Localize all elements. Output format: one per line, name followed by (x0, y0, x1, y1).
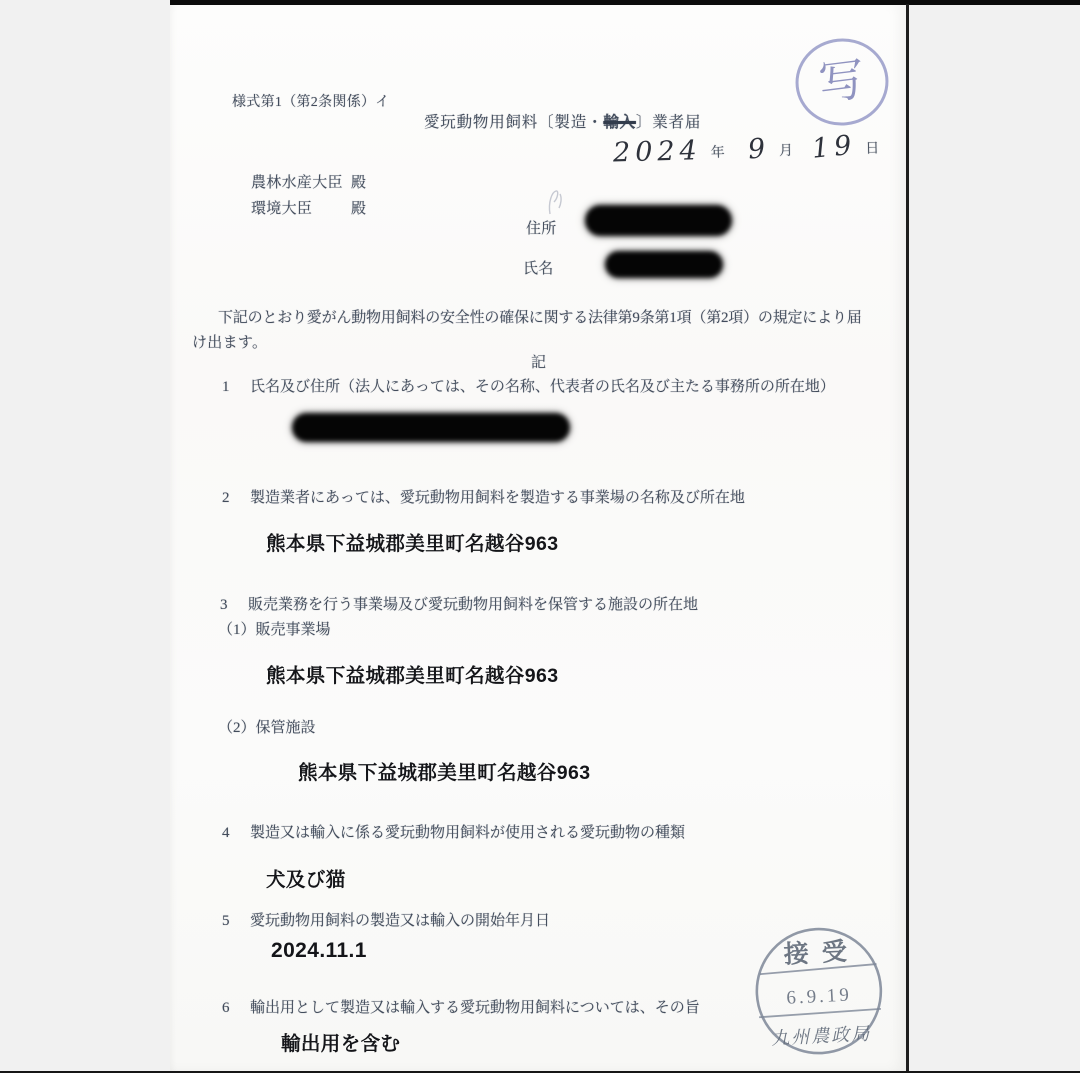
item-4-value: 犬及び猫 (266, 869, 346, 891)
item-4-text: 製造又は輸入に係る愛玩動物用飼料が使用される愛玩動物の種類 (250, 825, 686, 841)
item-3-text: 販売業務を行う事業場及び愛玩動物用飼料を保管する施設の所在地 (248, 597, 699, 613)
item-2-number: 2 (222, 490, 230, 506)
address-label: 住所 (526, 221, 557, 237)
date-day: 19 (810, 129, 858, 165)
redaction-bar-item1-value (292, 413, 570, 442)
item-1-number: 1 (222, 379, 230, 395)
record-heading: 記 (531, 355, 547, 371)
page-right-edge (906, 4, 909, 1073)
item-6-number: 6 (222, 1000, 230, 1016)
item-4-number: 4 (222, 825, 230, 841)
title-suffix: 〕業者届 (635, 114, 702, 131)
item-5-text: 愛玩動物用飼料の製造又は輸入の開始年月日 (250, 913, 551, 929)
addressee-row-1 (251, 171, 366, 192)
title-struck-word: 輸入 (603, 114, 636, 131)
item-2-text: 製造業者にあっては、愛玩動物用飼料を製造する事業場の名称及び所在地 (250, 490, 745, 506)
item-5 (222, 909, 550, 930)
addressee-honorific: 殿 (351, 175, 367, 191)
name-label: 氏名 (523, 261, 554, 277)
item-3-sub-1-value: 熊本県下益城郡美里町名越谷963 (266, 665, 559, 687)
form-code: 様式第1（第2条関係）イ (232, 95, 390, 110)
item-3-sub-2-label: （2）保管施設 (218, 720, 316, 736)
item-3-number: 3 (220, 597, 228, 613)
item-3-sub-2-value: 熊本県下益城郡美里町名越谷963 (298, 762, 591, 784)
redaction-bar-address (585, 205, 732, 236)
receipt-stamp-office: 九州農政局 (770, 1023, 872, 1049)
item-5-value: 2024.11.1 (271, 939, 367, 962)
receipt-stamp (744, 920, 897, 1067)
item-6-text: 輸出用として製造又は輸入する愛玩動物用飼料については、その旨 (250, 1000, 700, 1016)
item-2-value: 熊本県下益城郡美里町名越谷963 (266, 533, 559, 555)
addressee-row-2 (251, 197, 366, 218)
addressee-name: 環境大臣 (251, 201, 313, 217)
intro-line-2: け出ます。 (192, 335, 268, 351)
date-day-unit: 日 (865, 141, 880, 157)
item-2 (222, 486, 745, 507)
date-month: 9 (746, 132, 772, 166)
handwritten-date (612, 129, 880, 169)
copy-stamp (786, 30, 898, 136)
addressee-name: 農林水産大臣 (251, 175, 343, 191)
item-5-number: 5 (222, 913, 230, 929)
document-title (424, 110, 701, 132)
date-month-unit: 月 (778, 143, 794, 160)
receipt-stamp-date: 6.9.19 (785, 984, 853, 1009)
item-4 (222, 821, 685, 842)
item-6-value: 輸出用を含む (281, 1033, 401, 1055)
item-6 (222, 996, 700, 1017)
title-prefix: 愛玩動物用飼料〔製造・ (424, 114, 604, 131)
date-year-unit: 年 (710, 145, 726, 161)
faint-handwriting-scribble (536, 188, 576, 218)
item-1 (222, 375, 835, 396)
scan-top-edge (170, 0, 1080, 5)
receipt-stamp-title: 接受 (783, 937, 861, 969)
date-year: 2024 (612, 135, 703, 169)
redaction-bar-name (605, 251, 723, 278)
intro-line-1: 下記のとおり愛がん動物用飼料の安全性の確保に関する法律第9条第1項（第2項）の規定により届 (218, 310, 862, 326)
copy-stamp-char: 写 (816, 53, 868, 110)
item-3-sub-1-label: （1）販売事業場 (218, 622, 331, 638)
item-1-text: 氏名及び住所（法人にあっては、その名称、代表者の氏名及び主たる事務所の所在地） (250, 379, 835, 395)
item-3 (220, 593, 698, 614)
addressee-honorific: 殿 (351, 201, 367, 217)
